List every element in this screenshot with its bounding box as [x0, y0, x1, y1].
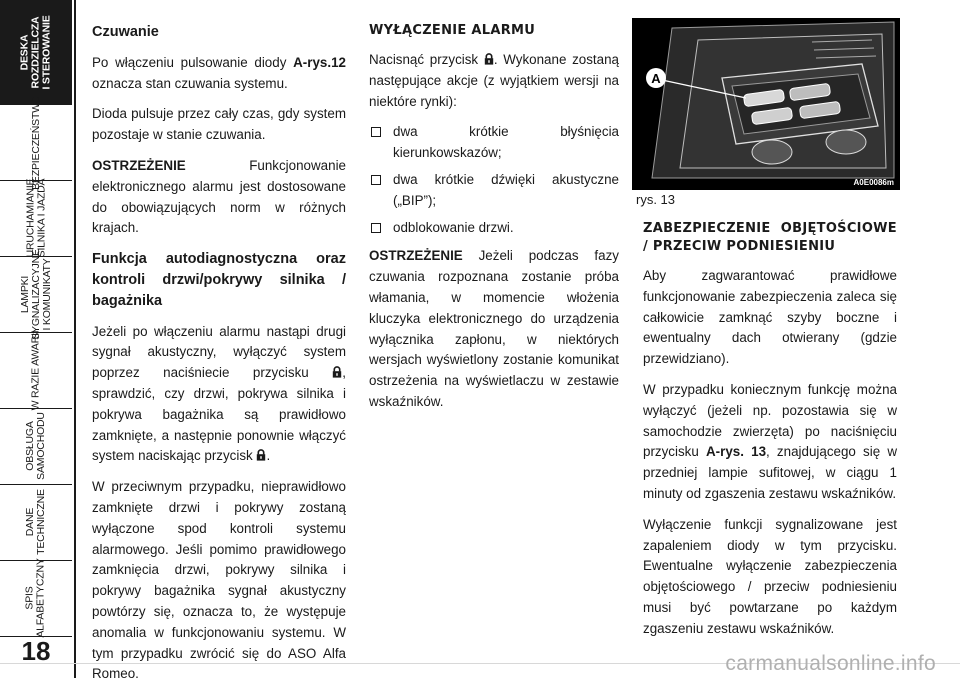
chapter-sidebar	[0, 0, 76, 678]
list-item: dwa krótkie dźwięki akustyczne („BIP”);	[369, 170, 619, 212]
padlock-icon	[256, 449, 266, 461]
paragraph: Aby zagwarantować prawidłowe funkcjonowanie zabezpieczenia zaleca się całkowicie zamknąć szyby boczne i ewentualny dach otwierany (gdzie przewidziano).	[643, 268, 897, 367]
tab-bezpieczenstwo[interactable]	[0, 94, 72, 190]
square-bullet-icon	[371, 127, 381, 137]
tab-label: W RAZIE AWARII	[29, 330, 42, 410]
tab-w-razie-awarii[interactable]	[0, 332, 72, 409]
tab-label: DANE TECHNICZNE	[23, 489, 47, 555]
list-item: dwa krótkie błyśnięcia kierunkowskazów;	[369, 122, 619, 164]
tab-lampki[interactable]	[0, 248, 72, 340]
figure-reference: A-rys. 13	[706, 444, 767, 460]
ceiling-lamp-figure	[632, 18, 900, 190]
paragraph: W przeciwnym przypadku, nieprawidłowo zamknięte drzwi i pokrywy zostaną wyłączone spod kontroli systemu alarmowego. Jeśli pomimo prawidłowego zamknięcia drzwi, pokrywy silnika i pokrywy bagażnika sygnał akustyczny powtórzy się, oznacza to, że występuje anomalia w funkcjonowaniu systemu. W tym przypadku zwrócić się do ASO Alfa Romeo.	[92, 479, 346, 682]
warning-paragraph: OSTRZEŻENIE Jeżeli podczas fazy czuwania rozpoznana zostanie próba włamania, w momencie włożenia kluczyka elektronicznego do urządzenia wyłącznika zapłonu, w niektórych wersjach wyświetlony zostanie komunikat ostrzeżenia na wyświetlaczu w zestawie wskaźników.	[369, 248, 619, 409]
heading-autodiagnostyka: Funkcja autodiagnostyczna oraz kontroli drzwi/pokrywy silnika / bagażnika	[92, 251, 346, 309]
heading-czuwanie: Czuwanie	[92, 24, 159, 40]
action-list	[369, 122, 619, 238]
heading-wylaczenie-alarmu: WYŁĄCZENIE ALARMU	[369, 23, 536, 38]
square-bullet-icon	[371, 223, 381, 233]
ceiling-lamp-illustration	[632, 18, 900, 190]
tab-uruchamianie[interactable]	[0, 180, 72, 257]
tab-deska-rozdzielcza[interactable]	[0, 0, 72, 105]
column-1	[92, 22, 346, 695]
warning-paragraph: OSTRZEŻENIE Funkcjonowanie elektronicznego alarmu jest dostosowane do obowiązujących norm w różnych krajach.	[92, 157, 346, 236]
figure-reference: A-rys.12	[293, 54, 346, 70]
paragraph: Nacisnąć przycisk . Wykonane zostaną następujące akcje (z wyjątkiem wersji na niektóre rynki):	[369, 52, 619, 109]
paragraph: Po włączeniu pulsowanie diody A-rys.12 oznacza stan czuwania systemu.	[92, 54, 346, 91]
heading-zabezpieczenie: ZABEZPIECZENIE OBJĘTOŚCIOWE / PRZECIW PODNIESIENIU	[643, 221, 897, 254]
figure-code: A0E0086m	[853, 178, 894, 187]
padlock-icon	[332, 366, 342, 378]
warning-label: OSTRZEŻENIE	[92, 157, 186, 173]
column-3	[643, 220, 897, 650]
list-item: odblokowanie drzwi.	[369, 218, 619, 239]
tab-label: LAMPKI SYGNALIZACYJNE I KOMUNIKATY	[18, 248, 53, 340]
tab-spis-alfabetyczny[interactable]	[0, 560, 72, 637]
warning-label: OSTRZEŻENIE	[369, 248, 463, 264]
tab-label: URUCHAMIANIE SILNIKA I JAZDA	[24, 178, 48, 258]
paragraph: W przypadku koniecznym funkcję można wyłączyć (jeżeli np. pozostawia się w samochodzie zwierzęta) po naciśnięciu przycisku A-rys. 13, znajdującego się w przedniej lampie sufitowej, w ciągu 1 minuty od zgaszenia zestawu wskaźników.	[643, 381, 897, 501]
watermark: carmanualsonline.info	[725, 652, 936, 675]
square-bullet-icon	[371, 175, 381, 185]
figure-caption: rys. 13	[636, 192, 676, 207]
paragraph: Dioda pulsuje przez cały czas, gdy system pozostaje w stanie czuwania.	[92, 106, 346, 143]
tab-obsluga[interactable]	[0, 408, 72, 485]
paragraph: Wyłączenie funkcji sygnalizowane jest zapaleniem diody w tym przycisku. Ewentualne wyłączenie zabezpieczenia objętościowego / przeciw podniesieniu musi być powtarzane po każdym zgaszeniu zestawu wskaźników.	[643, 516, 897, 636]
column-2	[369, 22, 619, 423]
tab-dane-techniczne[interactable]	[0, 484, 72, 561]
tab-label: DESKA ROZDZIELCZA I STEROWANIE	[18, 14, 53, 90]
tab-label: BEZPIECZEŃSTWO	[29, 94, 42, 190]
page-number: 18	[21, 636, 51, 666]
padlock-icon	[484, 53, 494, 65]
callout-label: A	[651, 71, 661, 86]
paragraph: Jeżeli po włączeniu alarmu nastąpi drugi sygnał akustyczny, wyłączyć system poprzez naciśniecie przycisku , sprawdzić, czy drzwi, pokrywa silnika i pokrywa bagażnika są prawidłowo zamknięte, a następnie ponownie włączyć system naciskając przycisk .	[92, 323, 346, 464]
tab-label: SPIS ALFABETYCZNY	[24, 558, 48, 638]
tab-label: OBSŁUGA SAMOCHODU	[24, 412, 47, 480]
